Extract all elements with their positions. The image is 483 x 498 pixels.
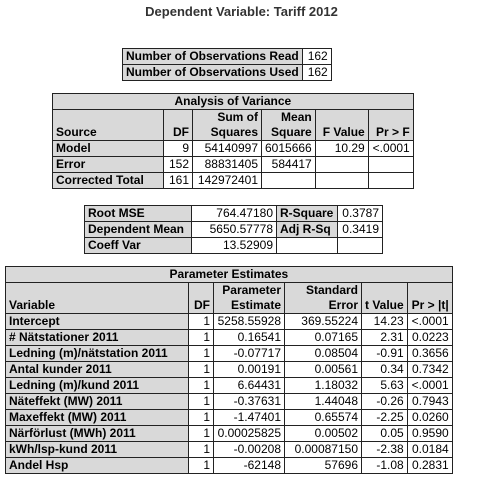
col-header-standard-error: Standard Error: [285, 283, 362, 314]
anova-df: 161: [164, 173, 193, 189]
anova-f: [315, 173, 368, 189]
param-variable: Antal kunder 2011: [6, 362, 189, 378]
param-df: 1: [189, 458, 214, 474]
table-row: [6, 362, 453, 378]
param-t-value: -1.08: [362, 458, 408, 474]
fit-empty-cell: [338, 238, 383, 254]
param-estimate: 5258.55928: [214, 314, 285, 330]
param-df: 1: [189, 314, 214, 330]
observations-value: 162: [302, 49, 331, 65]
param-estimate: 6.64431: [214, 378, 285, 394]
col-header-parameter-estimate: Parameter Estimate: [214, 283, 285, 314]
anova-source: Model: [53, 141, 164, 157]
param-t-value: -0.26: [362, 394, 408, 410]
anova-df: 9: [164, 141, 193, 157]
page-title: Dependent Variable: Tariff 2012: [145, 4, 338, 19]
param-p-value: 0.7342: [407, 362, 452, 378]
param-variable: # Nätstationer 2011: [6, 330, 189, 346]
param-p-value: 0.0184: [407, 442, 452, 458]
param-t-value: 14.23: [362, 314, 408, 330]
table-row: [6, 410, 453, 426]
col-header-pr-t: Pr > |t|: [407, 283, 452, 314]
param-t-value: 5.63: [362, 378, 408, 394]
fit-empty-cell: [277, 238, 338, 254]
fit-label: Root MSE: [85, 206, 192, 222]
col-header-f-value: F Value: [315, 110, 368, 141]
table-header-row: [6, 283, 453, 314]
col-header-variable: Variable: [6, 283, 189, 314]
fit-value: 764.47180: [192, 206, 277, 222]
table-row: [123, 65, 332, 81]
param-std-error: 0.00087150: [285, 442, 362, 458]
anova-p: [368, 173, 413, 189]
param-df: 1: [189, 362, 214, 378]
param-t-value: 2.31: [362, 330, 408, 346]
anova-p: <.0001: [368, 141, 413, 157]
param-df: 1: [189, 426, 214, 442]
param-variable: Ledning (m)/kund 2011: [6, 378, 189, 394]
param-std-error: 57696: [285, 458, 362, 474]
param-df: 1: [189, 330, 214, 346]
param-variable: Ledning (m)/nätstation 2011: [6, 346, 189, 362]
table-row: [6, 314, 453, 330]
param-df: 1: [189, 346, 214, 362]
observations-value: 162: [302, 65, 331, 81]
fit-label: Dependent Mean: [85, 222, 192, 238]
param-p-value: 0.9590: [407, 426, 452, 442]
param-p-value: <.0001: [407, 378, 452, 394]
param-std-error: 1.18032: [285, 378, 362, 394]
fit-value: 0.3787: [338, 206, 383, 222]
param-std-error: 369.55224: [285, 314, 362, 330]
param-p-value: 0.2831: [407, 458, 452, 474]
table-header-row: [53, 110, 414, 141]
anova-f: [315, 157, 368, 173]
col-header-df: DF: [164, 110, 193, 141]
param-estimate: 0.16541: [214, 330, 285, 346]
param-t-value: -2.38: [362, 442, 408, 458]
param-t-value: -0.91: [362, 346, 408, 362]
anova-p: [368, 157, 413, 173]
table-row: [6, 458, 453, 474]
fit-label: Adj R-Sq: [277, 222, 338, 238]
param-p-value: <.0001: [407, 314, 452, 330]
param-variable: Maxeffekt (MW) 2011: [6, 410, 189, 426]
fit-value: 5650.57778: [192, 222, 277, 238]
anova-ms: [262, 173, 316, 189]
col-header-pr-f: Pr > F: [368, 110, 413, 141]
observations-label: Number of Observations Read: [123, 49, 303, 65]
param-variable: Andel Hsp: [6, 458, 189, 474]
observations-label: Number of Observations Used: [123, 65, 303, 81]
param-estimate: -0.37631: [214, 394, 285, 410]
param-std-error: 0.00502: [285, 426, 362, 442]
param-std-error: 0.07165: [285, 330, 362, 346]
col-header-t-value: t Value: [362, 283, 408, 314]
param-p-value: 0.7943: [407, 394, 452, 410]
anova-ss: 54140997: [193, 141, 262, 157]
param-std-error: 0.00561: [285, 362, 362, 378]
table-row: [85, 206, 383, 222]
anova-ms: 6015666: [262, 141, 316, 157]
table-caption-row: [6, 267, 453, 283]
fit-value: 0.3419: [338, 222, 383, 238]
param-variable: Näteffekt (MW) 2011: [6, 394, 189, 410]
anova-source: Error: [53, 157, 164, 173]
fit-label: R-Square: [277, 206, 338, 222]
parameter-estimates-table: [5, 266, 453, 474]
col-header-source: Source: [53, 110, 164, 141]
param-estimate: 0.00025825: [214, 426, 285, 442]
fit-value: 13.52909: [192, 238, 277, 254]
param-p-value: 0.0260: [407, 410, 452, 426]
table-row: [53, 141, 414, 157]
param-estimate: -0.07717: [214, 346, 285, 362]
params-body: [6, 314, 453, 474]
param-estimate: -62148: [214, 458, 285, 474]
anova-df: 152: [164, 157, 193, 173]
param-p-value: 0.3656: [407, 346, 452, 362]
param-df: 1: [189, 394, 214, 410]
table-row: [53, 173, 414, 189]
table-row: [85, 222, 383, 238]
params-caption: Parameter Estimates: [6, 267, 453, 283]
col-header-df: DF: [189, 283, 214, 314]
table-row: [123, 49, 332, 65]
param-estimate: 0.00191: [214, 362, 285, 378]
table-caption-row: [53, 94, 414, 110]
table-row: [6, 426, 453, 442]
param-df: 1: [189, 410, 214, 426]
param-variable: kWh/lsp-kund 2011: [6, 442, 189, 458]
param-estimate: -1.47401: [214, 410, 285, 426]
param-variable: Närförlust (MWh) 2011: [6, 426, 189, 442]
param-t-value: -2.25: [362, 410, 408, 426]
table-row: [6, 346, 453, 362]
param-t-value: 0.34: [362, 362, 408, 378]
col-header-mean-square: Mean Square: [262, 110, 316, 141]
param-df: 1: [189, 378, 214, 394]
param-std-error: 1.44048: [285, 394, 362, 410]
anova-table: [52, 93, 414, 189]
param-t-value: 0.05: [362, 426, 408, 442]
table-row: [6, 330, 453, 346]
anova-source: Corrected Total: [53, 173, 164, 189]
param-estimate: -0.00208: [214, 442, 285, 458]
col-header-sum-of-squares: Sum of Squares: [193, 110, 262, 141]
table-row: [53, 157, 414, 173]
table-row: [6, 378, 453, 394]
fit-label: Coeff Var: [85, 238, 192, 254]
param-df: 1: [189, 442, 214, 458]
observations-table: [122, 48, 332, 81]
anova-f: 10.29: [315, 141, 368, 157]
anova-ss: 88831405: [193, 157, 262, 173]
table-row: [85, 238, 383, 254]
param-std-error: 0.08504: [285, 346, 362, 362]
anova-ss: 142972401: [193, 173, 262, 189]
param-p-value: 0.0223: [407, 330, 452, 346]
fit-statistics-table: [84, 205, 383, 254]
param-variable: Intercept: [6, 314, 189, 330]
anova-ms: 584417: [262, 157, 316, 173]
anova-caption: Analysis of Variance: [53, 94, 414, 110]
table-row: [6, 442, 453, 458]
param-std-error: 0.65574: [285, 410, 362, 426]
table-row: [6, 394, 453, 410]
